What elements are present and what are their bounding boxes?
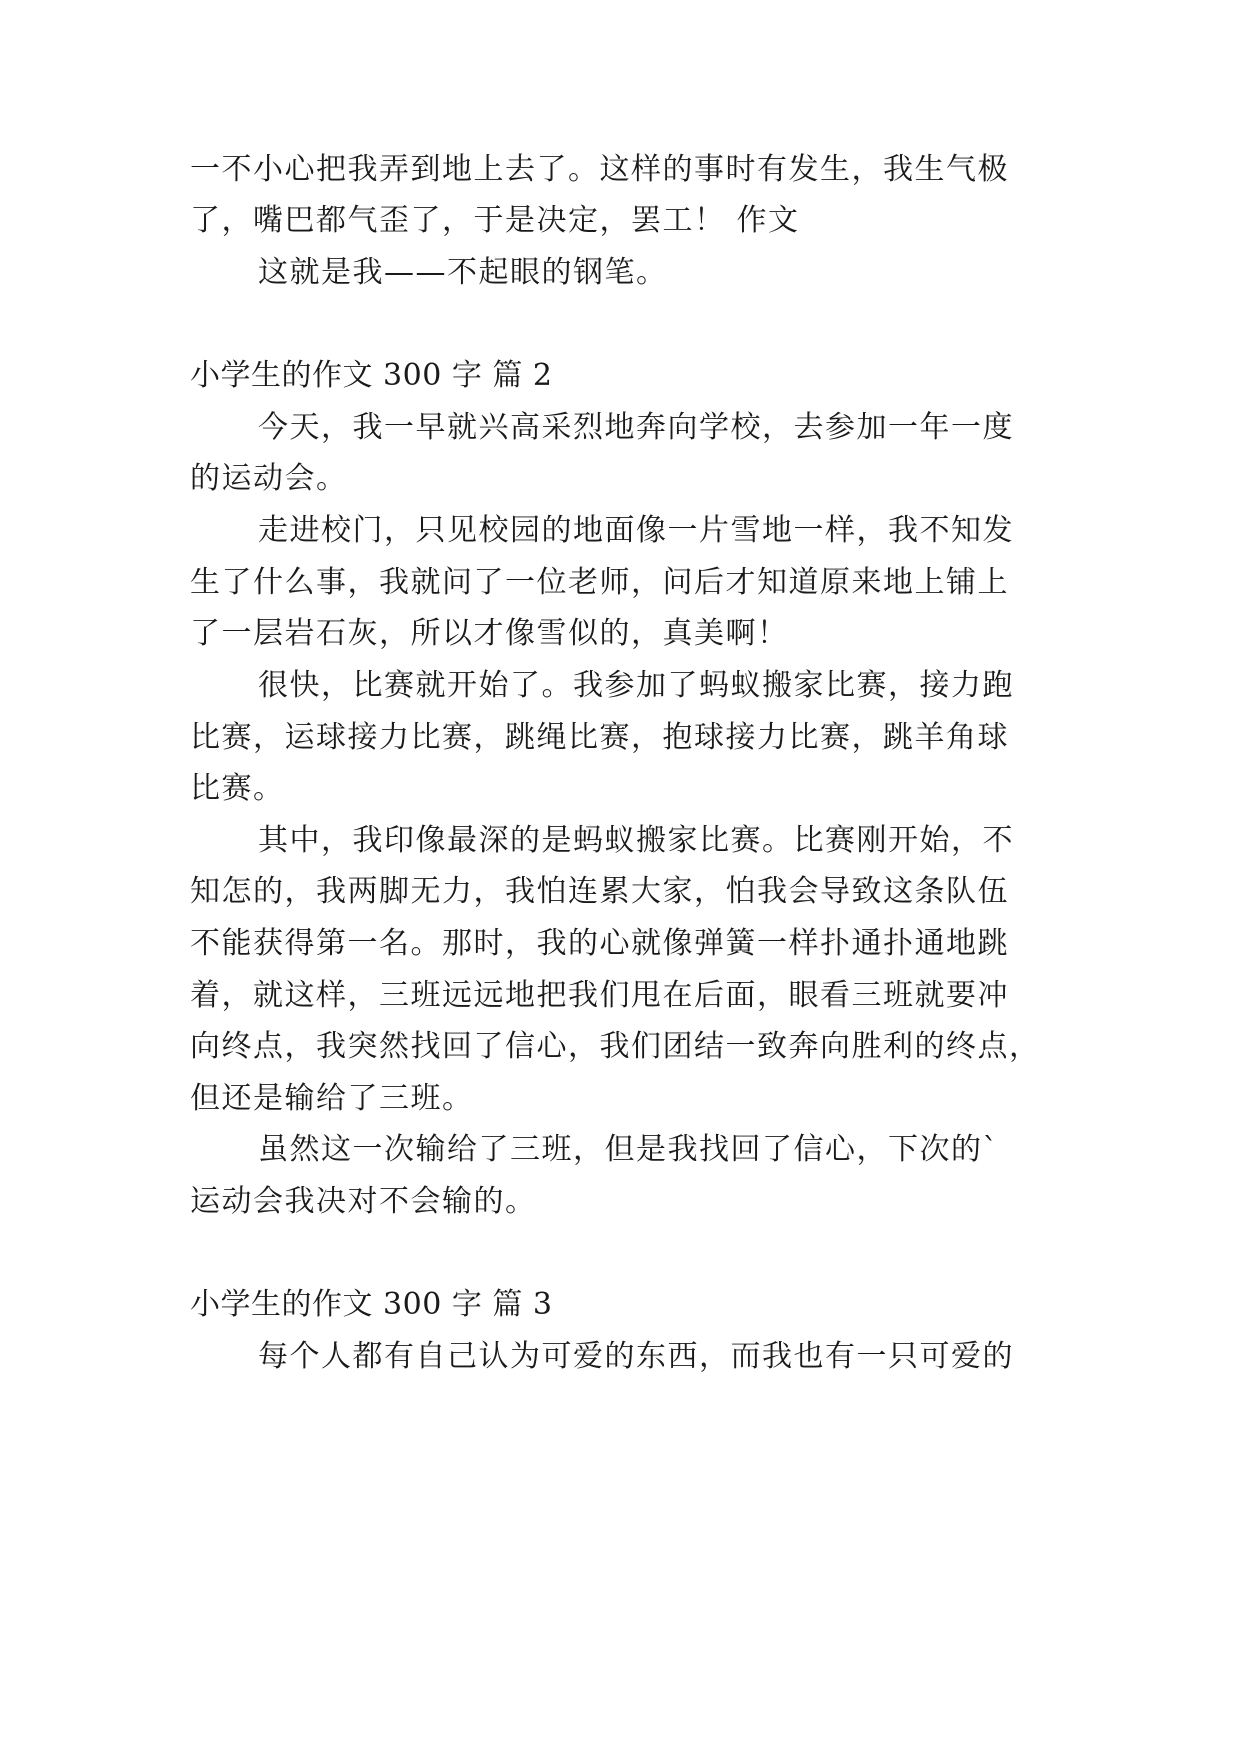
body-line: 知怎的，我两脚无力，我怕连累大家，怕我会导致这条队伍 xyxy=(190,874,1009,909)
body-line: 着，就这样，三班远远地把我们甩在后面，眼看三班就要冲 xyxy=(190,978,1009,1013)
body-line: 不能获得第一名。那时，我的心就像弹簧一样扑通扑通地跳 xyxy=(190,926,1009,961)
paragraph-line: 其中，我印像最深的是蚂蚁搬家比赛。比赛刚开始，不 xyxy=(258,823,1014,858)
body-line: 生了什么事，我就问了一位老师，问后才知道原来地上铺上 xyxy=(190,565,1009,600)
body-line: 比赛。 xyxy=(190,771,285,806)
body-line: 了，嘴巴都气歪了，于是决定，罢工！ 作文 xyxy=(190,203,800,238)
paragraph-line: 很快，比赛就开始了。我参加了蚂蚁搬家比赛，接力跑 xyxy=(258,668,1014,703)
paragraph-line: 虽然这一次输给了三班，但是我找回了信心，下次的` xyxy=(258,1132,999,1167)
paragraph-line: 走进校门，只见校园的地面像一片雪地一样，我不知发 xyxy=(258,513,1014,548)
body-line: 了一层岩石灰，所以才像雪似的，真美啊！ xyxy=(190,616,789,651)
body-line: 一不小心把我弄到地上去了。这样的事时有发生，我生气极 xyxy=(190,152,1009,187)
paragraph-line: 每个人都有自己认为可爱的东西，而我也有一只可爱的 xyxy=(258,1339,1014,1374)
body-line: 运动会我决对不会输的。 xyxy=(190,1184,537,1219)
section-heading: 小学生的作文 300 字 篇 3 xyxy=(190,1287,553,1322)
section-heading: 小学生的作文 300 字 篇 2 xyxy=(190,358,553,393)
paragraph-line: 这就是我——不起眼的钢笔。 xyxy=(258,255,668,290)
body-line: 比赛，运球接力比赛，跳绳比赛，抱球接力比赛，跳羊角球 xyxy=(190,720,1009,755)
body-line: 但还是输给了三班。 xyxy=(190,1081,474,1116)
body-line: 向终点，我突然找回了信心，我们团结一致奔向胜利的终点， xyxy=(190,1029,1041,1064)
body-line: 的运动会。 xyxy=(190,461,348,496)
paragraph-line: 今天，我一早就兴高采烈地奔向学校，去参加一年一度 xyxy=(258,410,1014,445)
